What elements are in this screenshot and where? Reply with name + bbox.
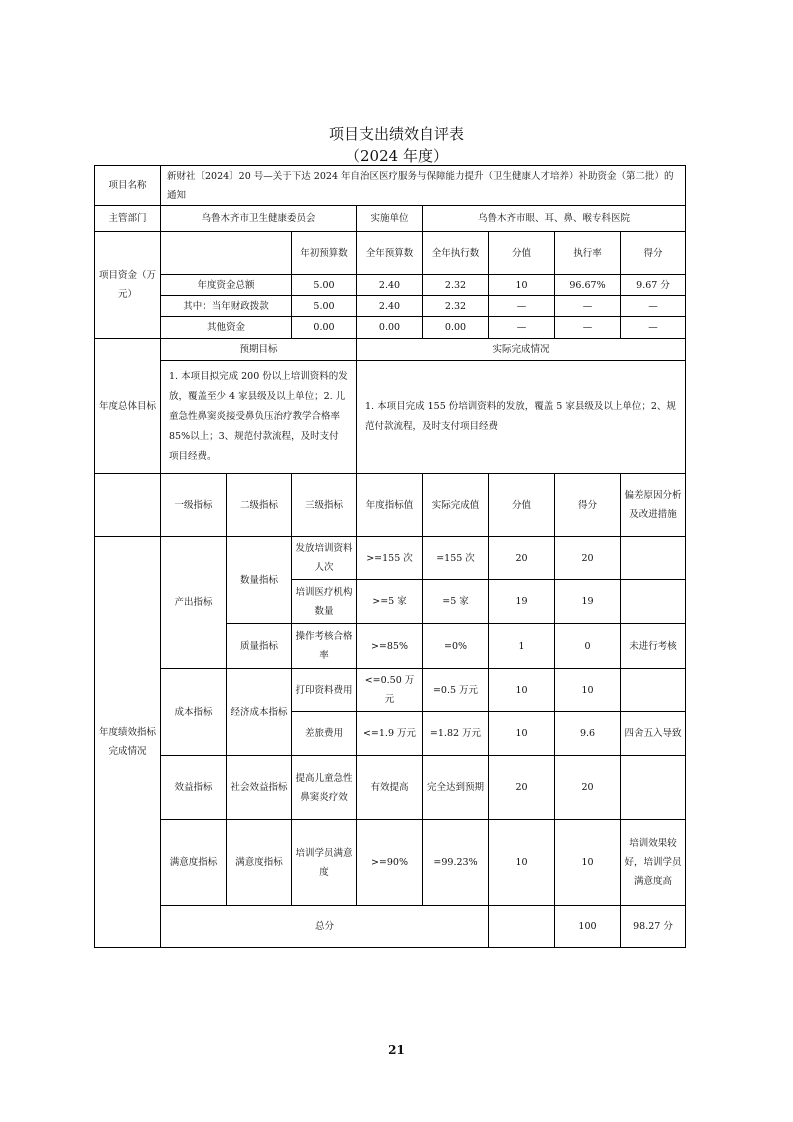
indicator-target: >=5 家 <box>357 580 423 624</box>
indicator-got: 10 <box>555 669 621 712</box>
funds-cell: 0.00 <box>292 317 357 339</box>
indicator-l3: 发放培训资料人次 <box>292 537 357 580</box>
indicator-l3: 差旅费用 <box>292 712 357 756</box>
indicator-got: 20 <box>555 756 621 820</box>
page-number: 21 <box>388 1043 405 1057</box>
indicator-got: 0 <box>555 624 621 669</box>
funds-cell: 9.67 分 <box>621 275 686 296</box>
indicators-header: 分值 <box>489 474 555 537</box>
project-name-value: 新财社〔2024〕20 号—关于下达 2024 年自治区医疗服务与保障能力提升（卫生健康人才培养）补助资金（第二批）的通知 <box>161 166 686 206</box>
indicator-note <box>621 580 686 624</box>
page-title: 项目支出绩效自评表 <box>328 125 464 143</box>
project-name-row <box>95 166 686 206</box>
indicator-score: 10 <box>489 712 555 756</box>
indicator-l2: 质量指标 <box>227 624 292 669</box>
indicator-l3: 培训学员满意度 <box>292 820 357 906</box>
indicator-l1: 产出指标 <box>161 537 227 669</box>
dept-value: 乌鲁木齐市卫生健康委员会 <box>161 206 357 232</box>
indicator-l1: 效益指标 <box>161 756 227 820</box>
indicator-l3: 打印资料费用 <box>292 669 357 712</box>
funds-cell: 0.00 <box>423 317 489 339</box>
indicator-target: <=1.9 万元 <box>357 712 423 756</box>
indicators-header-row <box>95 474 686 537</box>
indicator-l3: 提高儿童急性鼻窦炎疗效 <box>292 756 357 820</box>
funds-cell: — <box>621 317 686 339</box>
indicators-header-blank <box>95 474 161 537</box>
indicators-header: 得分 <box>555 474 621 537</box>
funds-cell: 5.00 <box>292 296 357 317</box>
indicator-got: 9.6 <box>555 712 621 756</box>
dept-row <box>95 206 686 232</box>
indicators-label: 年度绩效指标完成情况 <box>95 537 161 948</box>
indicator-target: <=0.50 万元 <box>357 669 423 712</box>
funds-header: 执行率 <box>555 232 621 275</box>
funds-header: 分值 <box>489 232 555 275</box>
total-blank <box>489 906 555 948</box>
indicator-target: >=85% <box>357 624 423 669</box>
indicator-note <box>621 537 686 580</box>
indicator-l2: 数量指标 <box>227 537 292 624</box>
funds-row-label: 其中：当年财政拨款 <box>161 296 292 317</box>
funds-row <box>95 296 686 317</box>
funds-cell: 10 <box>489 275 555 296</box>
funds-cell: 2.40 <box>357 275 423 296</box>
funds-cell: 2.32 <box>423 296 489 317</box>
indicator-score: 20 <box>489 537 555 580</box>
funds-header-row <box>95 232 686 275</box>
indicator-row <box>95 756 686 820</box>
funds-cell: 2.32 <box>423 275 489 296</box>
total-label: 总分 <box>161 906 489 948</box>
indicator-note: 四舍五入导致 <box>621 712 686 756</box>
goals-expected-text: 1. 本项目拟完成 200 份以上培训资料的发放，覆盖至少 4 家县级及以上单位；2. 儿童急性鼻窦炎接受鼻负压治疗教学合格率 85%以上；3、规范付款流程，及时支付项目经费。 <box>161 361 357 474</box>
indicator-note: 培训效果较好，培训学员满意度高 <box>621 820 686 906</box>
performance-table <box>94 165 686 948</box>
goals-header-row <box>95 339 686 361</box>
funds-cell: 96.67% <box>555 275 621 296</box>
indicator-score: 1 <box>489 624 555 669</box>
indicator-score: 10 <box>489 820 555 906</box>
funds-row-label: 其他资金 <box>161 317 292 339</box>
impl-value: 乌鲁木齐市眼、耳、鼻、喉专科医院 <box>423 206 686 232</box>
indicator-actual: =155 次 <box>423 537 489 580</box>
indicator-actual: =5 家 <box>423 580 489 624</box>
total-row <box>95 906 686 948</box>
page-subtitle: （2024 年度） <box>345 147 448 165</box>
indicator-target: >=155 次 <box>357 537 423 580</box>
project-name-label: 项目名称 <box>95 166 161 206</box>
indicator-got: 19 <box>555 580 621 624</box>
indicator-l3: 培训医疗机构数量 <box>292 580 357 624</box>
goals-actual-text: 1. 本项目完成 155 份培训资料的发放，覆盖 5 家县级及以上单位；2、规范付款流程，及时支付项目经费 <box>357 361 686 474</box>
goals-expected-header: 预期目标 <box>161 339 357 361</box>
funds-cell: — <box>621 296 686 317</box>
funds-row-label: 年度资金总额 <box>161 275 292 296</box>
indicator-target: >=90% <box>357 820 423 906</box>
indicator-actual: =99.23% <box>423 820 489 906</box>
indicator-actual: 完全达到预期 <box>423 756 489 820</box>
indicator-l2: 社会效益指标 <box>227 756 292 820</box>
indicators-header: 三级指标 <box>292 474 357 537</box>
indicator-note: 未进行考核 <box>621 624 686 669</box>
indicators-header: 二级指标 <box>227 474 292 537</box>
dept-label: 主管部门 <box>95 206 161 232</box>
indicator-row <box>95 537 686 580</box>
indicators-header: 年度指标值 <box>357 474 423 537</box>
funds-header: 全年执行数 <box>423 232 489 275</box>
funds-row <box>95 317 686 339</box>
total-got: 98.27 分 <box>621 906 686 948</box>
goals-content-row <box>95 361 686 474</box>
funds-header-blank <box>161 232 292 275</box>
indicator-score: 10 <box>489 669 555 712</box>
funds-cell: — <box>555 296 621 317</box>
indicator-note <box>621 669 686 712</box>
funds-row <box>95 275 686 296</box>
indicator-l2: 经济成本指标 <box>227 669 292 756</box>
indicator-got: 10 <box>555 820 621 906</box>
total-score: 100 <box>555 906 621 948</box>
indicator-target: 有效提高 <box>357 756 423 820</box>
funds-header: 全年预算数 <box>357 232 423 275</box>
funds-cell: — <box>489 296 555 317</box>
funds-header: 得分 <box>621 232 686 275</box>
funds-header: 年初预算数 <box>292 232 357 275</box>
impl-label: 实施单位 <box>357 206 423 232</box>
goals-label: 年度总体目标 <box>95 339 161 474</box>
indicator-l1: 成本指标 <box>161 669 227 756</box>
indicator-score: 19 <box>489 580 555 624</box>
funds-cell: 2.40 <box>357 296 423 317</box>
indicator-note <box>621 756 686 820</box>
indicator-actual: =0.5 万元 <box>423 669 489 712</box>
indicator-got: 20 <box>555 537 621 580</box>
indicator-l3: 操作考核合格率 <box>292 624 357 669</box>
funds-cell: 0.00 <box>357 317 423 339</box>
funds-cell: — <box>555 317 621 339</box>
indicators-header: 偏差原因分析及改进措施 <box>621 474 686 537</box>
indicator-l2: 满意度指标 <box>227 820 292 906</box>
funds-cell: — <box>489 317 555 339</box>
indicator-score: 20 <box>489 756 555 820</box>
funds-label: 项目资金（万元） <box>95 232 161 339</box>
indicator-actual: =1.82 万元 <box>423 712 489 756</box>
indicator-row <box>95 820 686 906</box>
goals-actual-header: 实际完成情况 <box>357 339 686 361</box>
indicators-header: 实际完成值 <box>423 474 489 537</box>
indicators-header: 一级指标 <box>161 474 227 537</box>
indicator-l1: 满意度指标 <box>161 820 227 906</box>
funds-cell: 5.00 <box>292 275 357 296</box>
indicator-actual: =0% <box>423 624 489 669</box>
indicator-row <box>95 669 686 712</box>
